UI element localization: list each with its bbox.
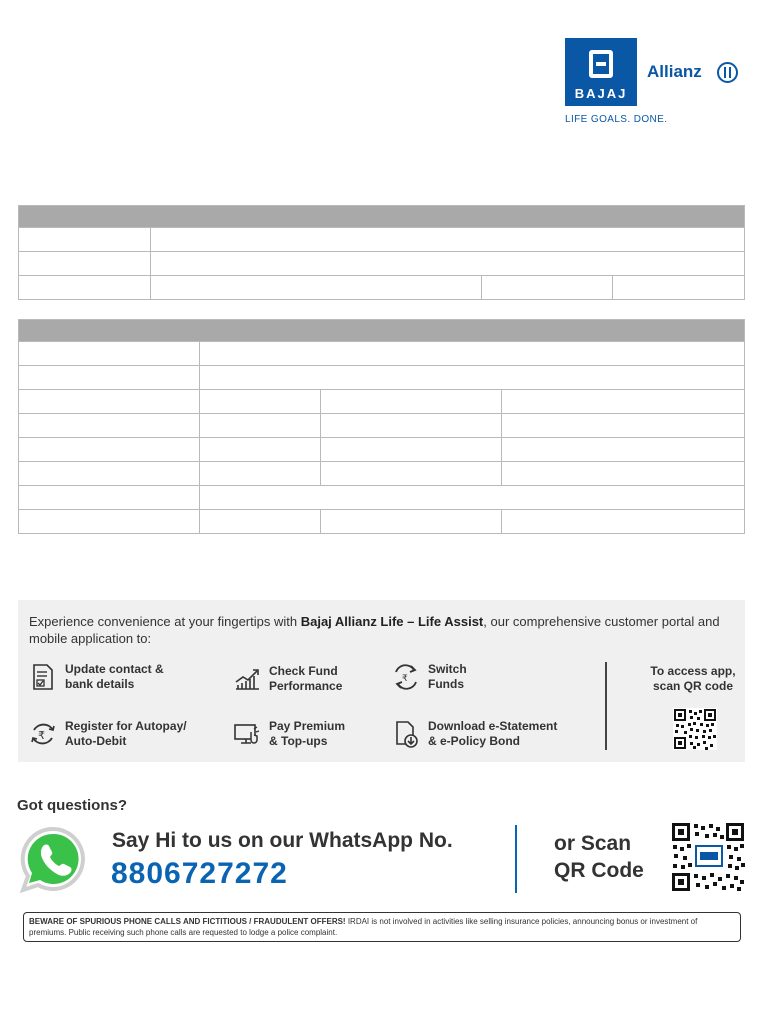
feature-check-fund bbox=[233, 664, 409, 694]
value-cell bbox=[200, 366, 745, 390]
value-cell bbox=[321, 414, 502, 438]
value-cell bbox=[321, 390, 502, 414]
label-cell bbox=[19, 276, 151, 300]
svg-text:₹: ₹ bbox=[402, 674, 408, 684]
table-row bbox=[19, 390, 745, 414]
life-assist-name: Bajaj Allianz Life – Life Assist bbox=[300, 614, 484, 629]
table-header-row bbox=[19, 206, 745, 228]
feature-switch-funds bbox=[392, 662, 568, 692]
whatsapp-number[interactable]: 8806727272 bbox=[111, 857, 288, 890]
qr-instruction: To access app, scan QR code bbox=[650, 664, 736, 693]
table-row bbox=[19, 228, 745, 252]
whatsapp-icon[interactable] bbox=[17, 825, 89, 893]
company-logo bbox=[565, 38, 745, 133]
growth-chart-icon bbox=[233, 665, 261, 693]
table-header-cell bbox=[19, 320, 745, 342]
life-assist-panel bbox=[18, 600, 745, 762]
label-cell bbox=[19, 438, 200, 462]
label-cell bbox=[19, 510, 200, 534]
feature-label: Update contact & bank details bbox=[65, 662, 164, 691]
value-cell bbox=[151, 252, 745, 276]
fund-details-table bbox=[18, 319, 745, 534]
label-cell bbox=[19, 342, 200, 366]
feature-label: Register for Autopay/ Auto-Debit bbox=[65, 719, 187, 748]
panel-divider bbox=[605, 662, 607, 750]
value-cell bbox=[321, 510, 502, 534]
got-questions-heading: Got questions? bbox=[17, 797, 127, 814]
life-assist-intro bbox=[29, 613, 729, 647]
value-cell bbox=[482, 276, 613, 300]
bajaj-b-icon bbox=[589, 50, 613, 78]
value-cell bbox=[502, 462, 745, 486]
feature-label: Download e-Statement & e-Policy Bond bbox=[428, 719, 558, 748]
value-cell bbox=[200, 414, 321, 438]
value-cell bbox=[200, 462, 321, 486]
value-cell bbox=[200, 486, 745, 510]
fraud-warning bbox=[23, 912, 741, 942]
label-cell bbox=[19, 462, 200, 486]
value-cell bbox=[151, 228, 745, 252]
table-row bbox=[19, 462, 745, 486]
table-row bbox=[19, 486, 745, 510]
value-cell bbox=[321, 462, 502, 486]
table-row bbox=[19, 510, 745, 534]
table-row bbox=[19, 366, 745, 390]
value-cell bbox=[502, 438, 745, 462]
value-cell bbox=[151, 276, 482, 300]
bajaj-logo-box bbox=[565, 38, 637, 106]
value-cell bbox=[502, 510, 745, 534]
feature-download-statement bbox=[392, 719, 578, 749]
whatsapp-qr-code[interactable] bbox=[671, 822, 745, 892]
label-cell bbox=[19, 252, 151, 276]
document-download-icon bbox=[392, 720, 420, 748]
feature-label: Switch Funds bbox=[428, 662, 467, 691]
whatsapp-prompt: Say Hi to us on our WhatsApp No. bbox=[112, 829, 453, 852]
feature-pay-premium bbox=[233, 719, 409, 749]
feature-label: Pay Premium & Top-ups bbox=[269, 719, 346, 748]
warning-headline: BEWARE OF SPURIOUS PHONE CALLS AND FICTITIOUS / FRAUDULENT OFFERS! bbox=[29, 917, 346, 926]
intro-text: Experience convenience at your fingertips with bbox=[29, 614, 301, 629]
value-cell bbox=[200, 438, 321, 462]
value-cell bbox=[200, 390, 321, 414]
table-row bbox=[19, 438, 745, 462]
value-cell bbox=[200, 510, 321, 534]
warning-text: IRDAI is not involved in activities like selling insurance policies, announcing bonus or investment of premiums. Public receiving such phone calls are requested to lodge a police complaint. bbox=[29, 917, 698, 937]
label-cell bbox=[19, 390, 200, 414]
bajaj-wordmark: BAJAJ bbox=[574, 86, 628, 101]
table-row bbox=[19, 342, 745, 366]
table-header-row bbox=[19, 320, 745, 342]
allianz-eagle-icon bbox=[717, 62, 738, 83]
table-row bbox=[19, 276, 745, 300]
intro-text: , our comprehensive customer portal and mobile application to: bbox=[29, 614, 720, 646]
label-cell bbox=[19, 228, 151, 252]
feature-autopay bbox=[29, 719, 205, 749]
policy-details-table bbox=[18, 205, 745, 300]
table-row bbox=[19, 252, 745, 276]
laptop-pay-icon bbox=[233, 720, 261, 748]
feature-label: Check Fund Performance bbox=[269, 664, 343, 693]
feature-update-contact bbox=[29, 662, 205, 692]
whatsapp-divider bbox=[515, 825, 517, 893]
table-header-cell bbox=[19, 206, 745, 228]
value-cell bbox=[502, 414, 745, 438]
label-cell bbox=[19, 414, 200, 438]
document-check-icon bbox=[29, 663, 57, 691]
logo-tagline: LIFE GOALS. DONE. bbox=[565, 114, 668, 125]
table-row bbox=[19, 414, 745, 438]
label-cell bbox=[19, 486, 200, 510]
label-cell bbox=[19, 366, 200, 390]
value-cell bbox=[502, 390, 745, 414]
scan-qr-label: or Scan QR Code bbox=[554, 832, 644, 882]
app-qr-code[interactable] bbox=[673, 708, 717, 750]
value-cell bbox=[200, 342, 745, 366]
value-cell bbox=[613, 276, 745, 300]
allianz-wordmark: Allianz bbox=[647, 62, 702, 81]
switch-arrows-icon bbox=[392, 663, 420, 691]
rupee-cycle-icon bbox=[29, 720, 57, 748]
value-cell bbox=[321, 438, 502, 462]
svg-text:₹: ₹ bbox=[38, 729, 45, 742]
